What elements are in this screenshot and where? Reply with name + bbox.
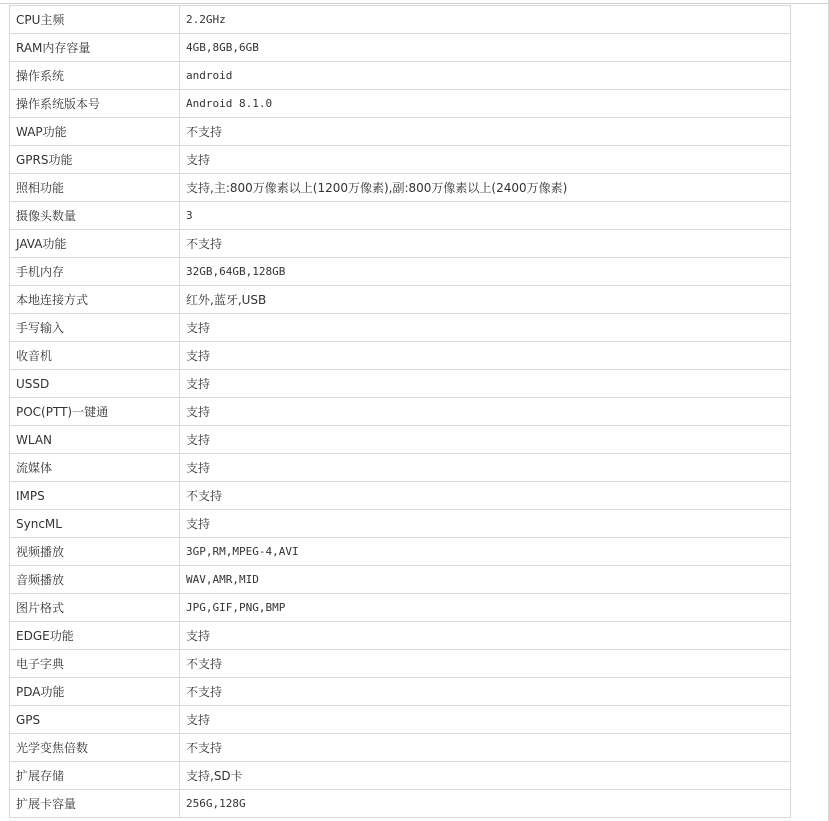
spec-table <box>9 5 791 818</box>
spec-label: 视频播放 <box>10 538 180 566</box>
spec-table-body <box>10 6 791 818</box>
table-row <box>10 258 791 286</box>
table-row <box>10 454 791 482</box>
spec-value: 不支持 <box>180 482 791 510</box>
spec-value: 支持 <box>180 398 791 426</box>
spec-label: GPRS功能 <box>10 146 180 174</box>
spec-value: 不支持 <box>180 678 791 706</box>
spec-label: 光学变焦倍数 <box>10 734 180 762</box>
spec-label: 扩展卡容量 <box>10 790 180 818</box>
spec-label: 摄像头数量 <box>10 202 180 230</box>
spec-value: 支持,SD卡 <box>180 762 791 790</box>
spec-label: 图片格式 <box>10 594 180 622</box>
spec-label: EDGE功能 <box>10 622 180 650</box>
spec-label: 收音机 <box>10 342 180 370</box>
spec-label: 电子字典 <box>10 650 180 678</box>
spec-value: 256G,128G <box>180 790 791 818</box>
spec-value: 支持 <box>180 370 791 398</box>
spec-label: POC(PTT)一键通 <box>10 398 180 426</box>
spec-value: 支持 <box>180 314 791 342</box>
table-row <box>10 426 791 454</box>
table-row <box>10 650 791 678</box>
spec-label: 音频播放 <box>10 566 180 594</box>
table-row <box>10 482 791 510</box>
spec-value: 支持 <box>180 622 791 650</box>
spec-value: android <box>180 62 791 90</box>
table-row <box>10 62 791 90</box>
table-row <box>10 6 791 34</box>
table-row <box>10 762 791 790</box>
table-row <box>10 790 791 818</box>
spec-value: 支持 <box>180 706 791 734</box>
table-row <box>10 622 791 650</box>
spec-label: RAM内存容量 <box>10 34 180 62</box>
spec-value: 3GP,RM,MPEG-4,AVI <box>180 538 791 566</box>
spec-label: GPS <box>10 706 180 734</box>
table-row <box>10 566 791 594</box>
table-row <box>10 370 791 398</box>
table-row <box>10 594 791 622</box>
spec-label: 手写输入 <box>10 314 180 342</box>
spec-value: 不支持 <box>180 734 791 762</box>
table-row <box>10 90 791 118</box>
spec-value: 支持 <box>180 146 791 174</box>
spec-label: 手机内存 <box>10 258 180 286</box>
table-row <box>10 118 791 146</box>
spec-value: 不支持 <box>180 118 791 146</box>
spec-label: USSD <box>10 370 180 398</box>
spec-label: 流媒体 <box>10 454 180 482</box>
spec-value: 不支持 <box>180 650 791 678</box>
spec-value: 不支持 <box>180 230 791 258</box>
table-row <box>10 174 791 202</box>
spec-label: 照相功能 <box>10 174 180 202</box>
spec-value: 支持 <box>180 342 791 370</box>
spec-value: 红外,蓝牙,USB <box>180 286 791 314</box>
spec-label: SyncML <box>10 510 180 538</box>
spec-value: 2.2GHz <box>180 6 791 34</box>
table-row <box>10 510 791 538</box>
spec-label: WAP功能 <box>10 118 180 146</box>
spec-label: WLAN <box>10 426 180 454</box>
spec-value: 支持 <box>180 510 791 538</box>
table-row <box>10 286 791 314</box>
table-row <box>10 314 791 342</box>
spec-value: WAV,AMR,MID <box>180 566 791 594</box>
spec-value: 支持 <box>180 454 791 482</box>
table-row <box>10 230 791 258</box>
spec-label: 操作系统版本号 <box>10 90 180 118</box>
spec-label: 操作系统 <box>10 62 180 90</box>
spec-label: 本地连接方式 <box>10 286 180 314</box>
table-row <box>10 538 791 566</box>
table-row <box>10 202 791 230</box>
spec-value: JPG,GIF,PNG,BMP <box>180 594 791 622</box>
spec-value: Android 8.1.0 <box>180 90 791 118</box>
table-row <box>10 342 791 370</box>
table-row <box>10 34 791 62</box>
spec-value: 3 <box>180 202 791 230</box>
top-divider <box>0 3 829 4</box>
spec-label: IMPS <box>10 482 180 510</box>
spec-label: 扩展存储 <box>10 762 180 790</box>
spec-value: 32GB,64GB,128GB <box>180 258 791 286</box>
table-row <box>10 398 791 426</box>
table-row <box>10 734 791 762</box>
spec-label: CPU主频 <box>10 6 180 34</box>
spec-label: PDA功能 <box>10 678 180 706</box>
table-row <box>10 678 791 706</box>
spec-value: 4GB,8GB,6GB <box>180 34 791 62</box>
spec-value: 支持 <box>180 426 791 454</box>
table-row <box>10 706 791 734</box>
spec-label: JAVA功能 <box>10 230 180 258</box>
table-row <box>10 146 791 174</box>
spec-value: 支持,主:800万像素以上(1200万像素),副:800万像素以上(2400万像素) <box>180 174 791 202</box>
